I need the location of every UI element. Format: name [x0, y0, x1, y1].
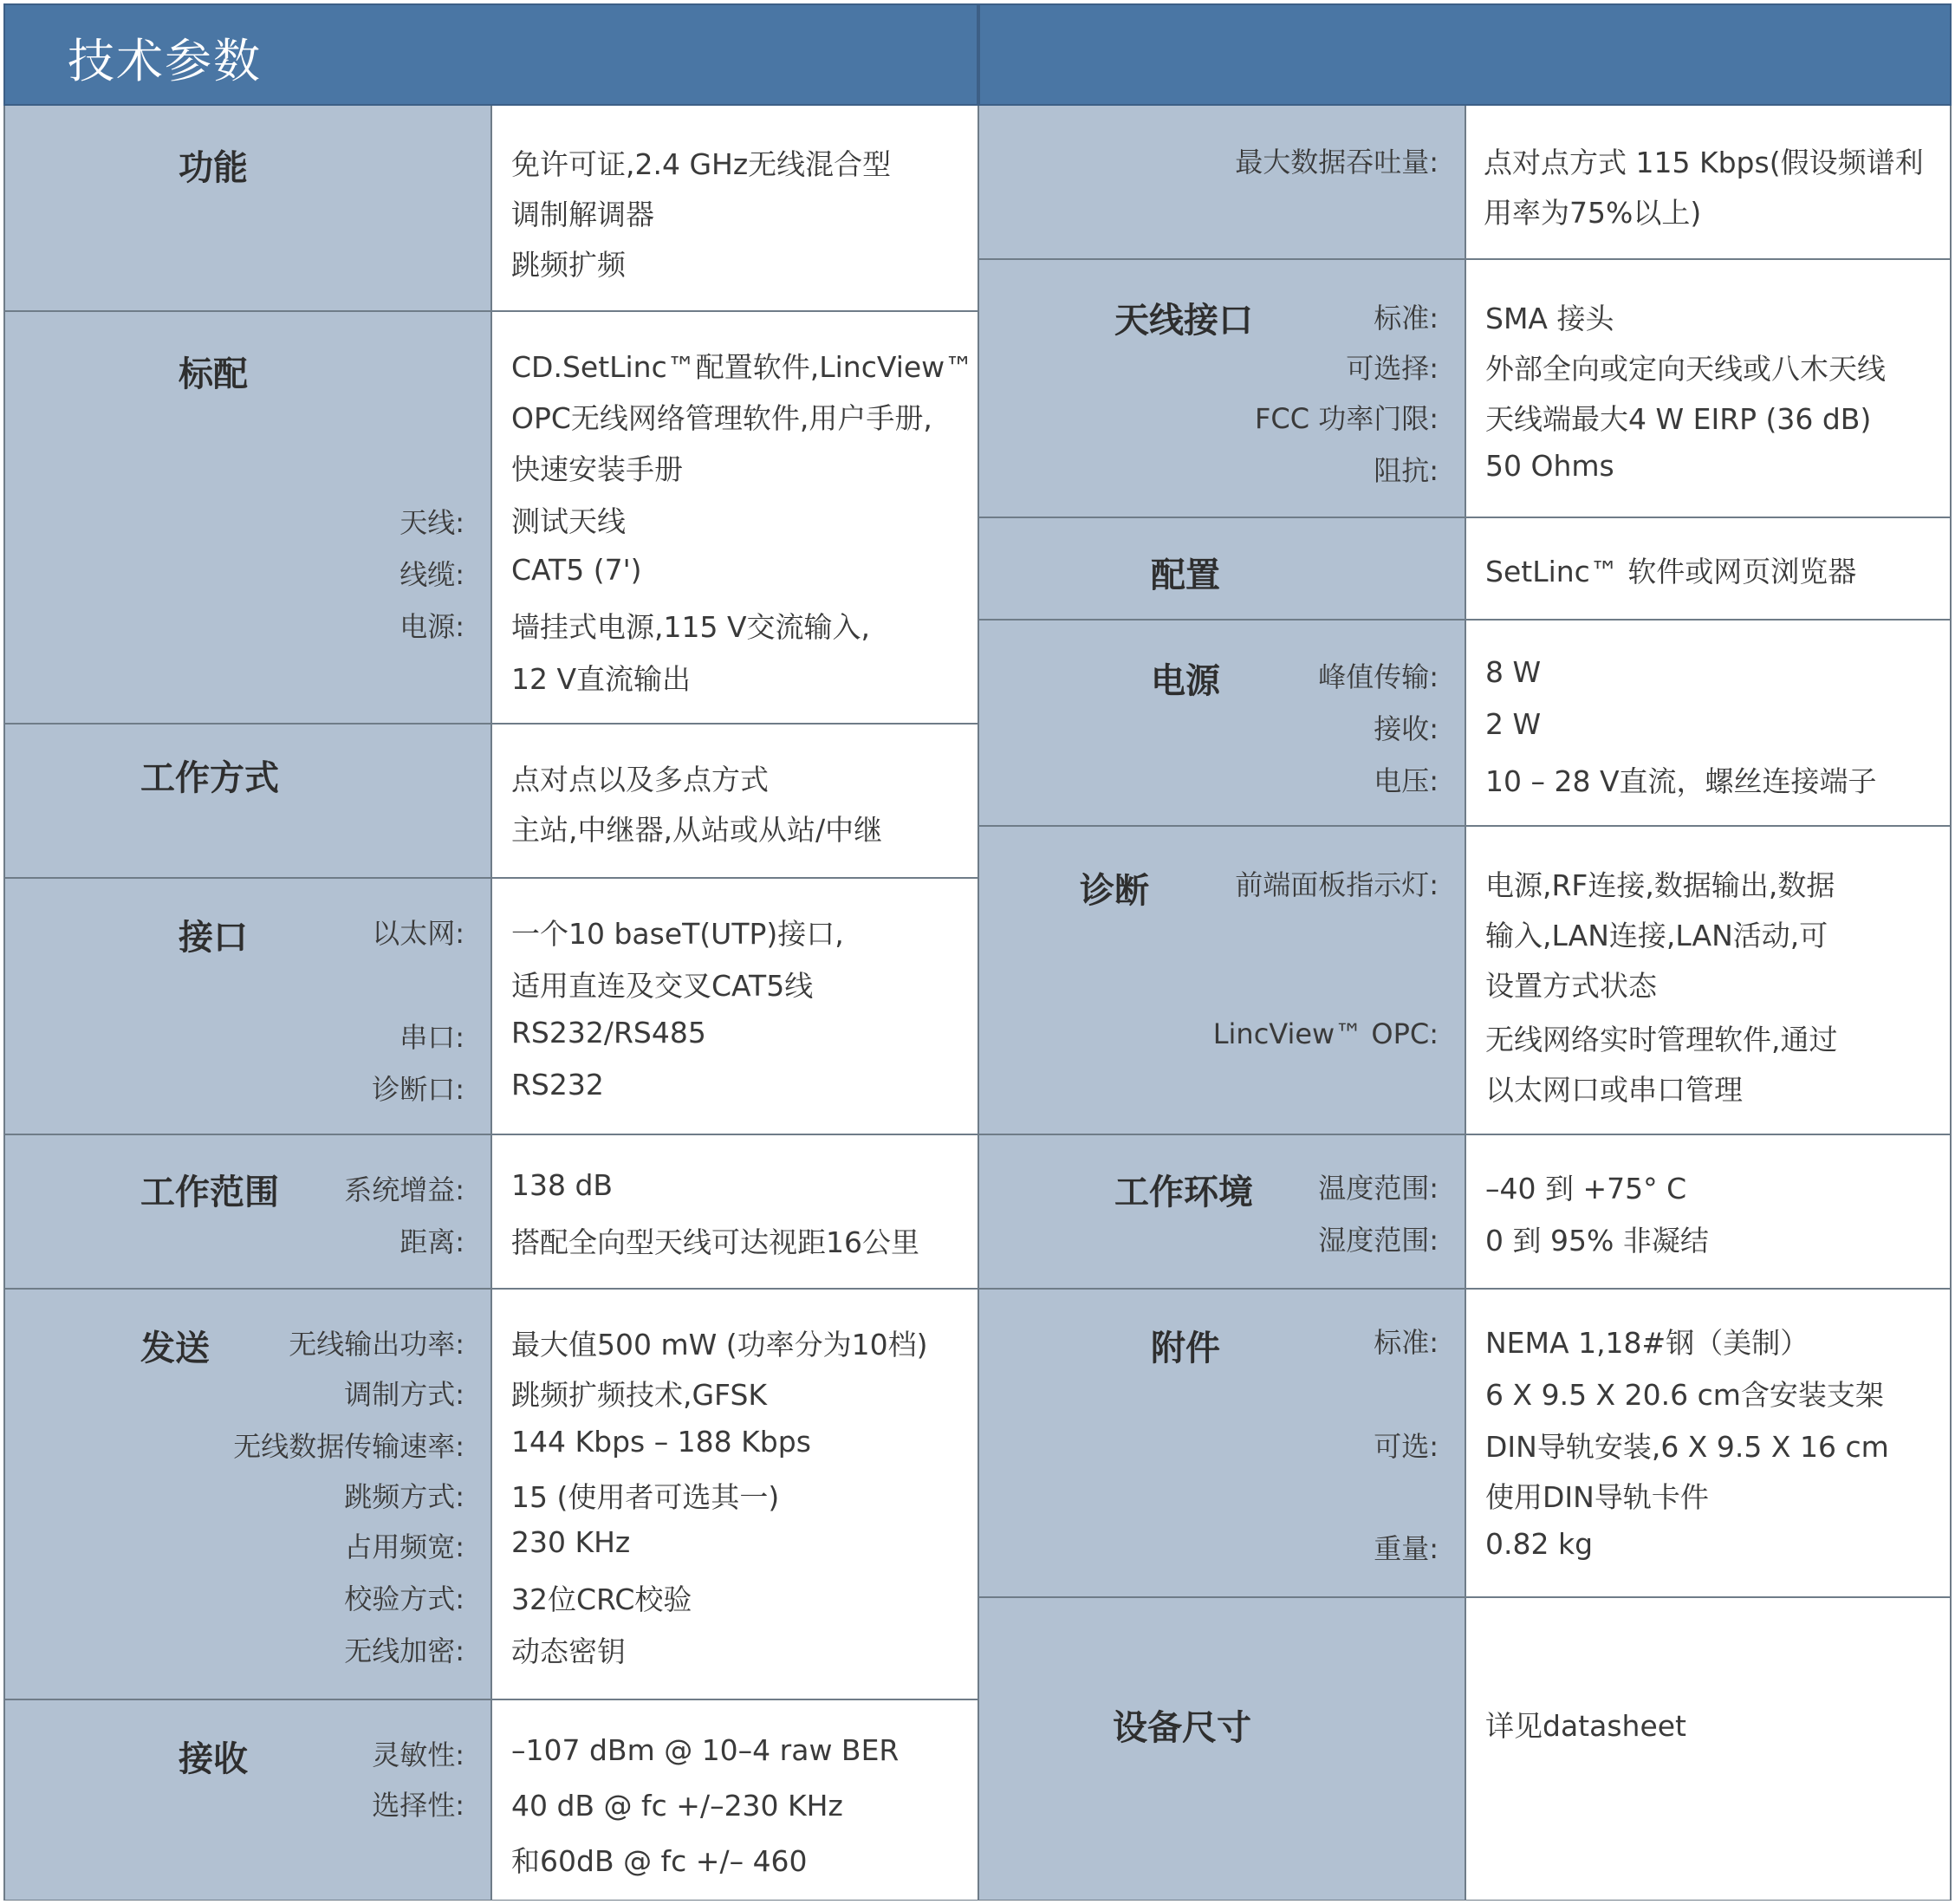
row-dimensions: [979, 1598, 1950, 1900]
value-tx: 动态密钥: [511, 1634, 626, 1668]
section-title-diagnostics: 诊断: [1080, 871, 1149, 911]
sub-label-weight: 重量:: [1374, 1532, 1439, 1565]
row-value-cell: [492, 106, 978, 310]
value-ethernet: 适用直连及交叉CAT5线: [511, 969, 814, 1003]
row-value-cell: [1466, 1290, 1950, 1596]
row-environment: [979, 1135, 1950, 1290]
value-ethernet: 一个10 baseT(UTP)接口,: [511, 917, 844, 951]
sub-label-accessory-standard: 标准:: [1374, 1326, 1439, 1359]
row-value-cell: [492, 1700, 978, 1900]
row-label-cell: [5, 1135, 492, 1288]
sub-label-antenna: FCC 功率门限:: [1254, 402, 1439, 435]
row-value-cell: [492, 312, 978, 723]
row-label-cell: [5, 1290, 492, 1699]
row-label-cell: [979, 621, 1466, 825]
value-tx: 跳频扩频技术,GFSK: [511, 1378, 768, 1412]
value-front-panel: 电源,RF连接,数据输出,数据: [1485, 868, 1835, 902]
sub-label-temperature: 温度范围:: [1318, 1172, 1439, 1205]
sub-label-sensitivity: 灵敏性:: [372, 1738, 464, 1771]
value-power: 2 W: [1485, 707, 1542, 741]
value-diag-port: RS232: [511, 1068, 604, 1101]
sub-label-power: 峰值传输:: [1318, 660, 1439, 693]
value-accessory-optional: 使用DIN导轨卡件: [1485, 1480, 1709, 1514]
sub-label-distance: 距离:: [399, 1225, 464, 1258]
row-label-cell: [979, 106, 1466, 258]
row-value-cell: [1466, 827, 1950, 1134]
row-value-cell: [1466, 621, 1950, 825]
value-tx: 144 Kbps – 188 Kbps: [511, 1425, 811, 1459]
sub-label-antenna: 天线:: [399, 506, 464, 539]
value-antenna: 天线端最大4 W EIRP (36 dB): [1485, 402, 1872, 436]
section-title-standard: 标配: [179, 354, 248, 394]
value-tx: 最大值500 mW (功率分为10档): [511, 1328, 928, 1361]
value-antenna: SMA 接头: [1485, 302, 1614, 335]
right-spec-column: [978, 106, 1952, 1901]
row-label-cell: [979, 827, 1466, 1134]
value-line: OPC无线网络管理软件,用户手册,: [511, 401, 932, 435]
row-power: [979, 621, 1950, 827]
value-accessory-standard: 6 X 9.5 X 20.6 cm含安装支架: [1485, 1378, 1884, 1412]
row-label-cell: [5, 725, 492, 877]
row-diagnostics: [979, 827, 1950, 1135]
page-title: 技术参数: [68, 34, 262, 88]
section-title-function: 功能: [179, 148, 248, 188]
row-value-cell: [1466, 106, 1950, 258]
row-value-cell: [1466, 1135, 1950, 1288]
sub-label-antenna: 阻抗:: [1374, 454, 1439, 487]
sub-label-serial: 串口:: [399, 1021, 464, 1054]
row-function: [5, 106, 978, 312]
sub-label-power: 接收:: [1374, 712, 1439, 745]
row-accessories: [979, 1290, 1950, 1598]
value-power: 12 V直流输出: [511, 662, 692, 696]
sub-label-system-gain: 系统增益:: [344, 1173, 464, 1206]
value-antenna: 测试天线: [511, 504, 626, 538]
sub-label-tx: 无线数据传输速率:: [233, 1430, 464, 1463]
value-system-gain: 138 dB: [511, 1168, 614, 1202]
row-label-cell: [979, 1135, 1466, 1288]
section-title-interface: 接口: [179, 918, 248, 958]
row-value-cell: [1466, 1598, 1950, 1900]
sub-label-selectivity: 选择性:: [372, 1789, 464, 1822]
row-interface: [5, 879, 978, 1135]
sub-label-accessory-optional: 可选:: [1374, 1430, 1439, 1463]
sub-label-antenna: 标准:: [1374, 302, 1439, 335]
value-line: 跳频扩频: [511, 248, 626, 282]
row-antenna-port: [979, 260, 1950, 518]
section-title-work-mode: 工作方式: [140, 758, 279, 798]
sub-label-tx: 占用频宽:: [344, 1530, 464, 1563]
value-power: 墙挂式电源,115 V交流输入,: [511, 610, 871, 644]
value-tx: 230 KHz: [511, 1525, 631, 1559]
left-spec-column: [3, 106, 979, 1901]
row-label-cell: [979, 1290, 1466, 1596]
sub-label-antenna: 可选择:: [1346, 352, 1439, 385]
row-receive: [5, 1700, 978, 1900]
section-title-accessories: 附件: [1151, 1329, 1220, 1368]
value-line: 用率为75%以上): [1484, 196, 1702, 230]
sub-label-ethernet: 以太网:: [372, 917, 464, 950]
sub-label-tx: 无线输出功率:: [289, 1328, 464, 1361]
row-throughput: [979, 106, 1950, 260]
row-label-cell: [979, 260, 1466, 517]
section-title-environment: 工作环境: [1114, 1173, 1253, 1212]
value-temperature: –40 到 +75° C: [1485, 1172, 1687, 1205]
value-line: 调制解调器: [511, 198, 654, 231]
value-selectivity: 40 dB @ fc +/–230 KHz: [511, 1789, 843, 1823]
value-line: 点对点以及多点方式: [511, 763, 769, 796]
row-label-cell: [979, 1598, 1466, 1900]
header-bar-left: [3, 3, 978, 106]
value-lincview: 无线网络实时管理软件,通过: [1485, 1023, 1838, 1056]
value-humidity: 0 到 95% 非凝结: [1485, 1224, 1709, 1257]
section-title-receive: 接收: [179, 1739, 248, 1779]
row-value-cell: [1466, 518, 1950, 619]
value-weight: 0.82 kg: [1485, 1527, 1594, 1561]
value-front-panel: 设置方式状态: [1485, 969, 1657, 1003]
value-tx: 32位CRC校验: [511, 1582, 692, 1616]
row-value-cell: [492, 1135, 978, 1288]
value-sensitivity: –107 dBm @ 10–4 raw BER: [511, 1733, 900, 1767]
value-config: SetLinc™ 软件或网页浏览器: [1485, 555, 1857, 588]
value-antenna: 50 Ohms: [1485, 449, 1614, 483]
row-range: [5, 1135, 978, 1290]
row-label-cell: [979, 518, 1466, 619]
row-value-cell: [492, 879, 978, 1134]
value-accessory-optional: DIN导轨安装,6 X 9.5 X 16 cm: [1485, 1430, 1889, 1464]
value-line: 快速安装手册: [511, 452, 683, 486]
row-label-cell: [5, 106, 492, 310]
value-cable: CAT5 (7'): [511, 553, 642, 587]
value-dimensions: 详见datasheet: [1485, 1709, 1686, 1743]
header-bar-right: [978, 3, 1952, 106]
sub-label-power: 电源:: [399, 610, 464, 643]
row-value-cell: [1466, 260, 1950, 517]
section-title-transmit: 发送: [140, 1329, 210, 1368]
sub-label-tx: 调制方式:: [344, 1378, 464, 1411]
value-line: 主站,中继器,从站或从站/中继: [511, 813, 883, 847]
sub-label-tx: 校验方式:: [344, 1582, 464, 1615]
section-title-dimensions: 设备尺寸: [1113, 1708, 1251, 1748]
value-line: 点对点方式 115 Kbps(假设频谱利: [1484, 146, 1924, 179]
section-title-config: 配置: [1151, 556, 1220, 595]
value-front-panel: 输入,LAN连接,LAN活动,可: [1485, 919, 1828, 952]
sub-label-throughput: 最大数据吞吐量:: [1235, 146, 1439, 179]
row-label-cell: [5, 879, 492, 1134]
row-value-cell: [492, 1290, 978, 1699]
sub-label-power: 电压:: [1374, 764, 1439, 797]
sub-label-lincview: LincView™ OPC:: [1212, 1017, 1439, 1050]
value-accessory-standard: NEMA 1,18#钢（美制）: [1485, 1326, 1809, 1360]
row-label-cell: [5, 1700, 492, 1900]
value-line: CD.SetLinc™配置软件,LincView™: [511, 350, 974, 384]
sub-label-front-panel: 前端面板指示灯:: [1235, 868, 1439, 901]
section-title-power: 电源: [1151, 661, 1220, 701]
row-config: [979, 518, 1950, 621]
value-power: 10 – 28 V直流，螺丝连接端子: [1485, 764, 1877, 798]
value-antenna: 外部全向或定向天线或八木天线: [1485, 352, 1886, 386]
sub-label-tx: 跳频方式:: [344, 1480, 464, 1513]
value-serial: RS232/RS485: [511, 1016, 706, 1049]
value-selectivity: 和60dB @ fc +/– 460: [511, 1844, 808, 1878]
row-work-mode: [5, 725, 978, 879]
value-tx: 15 (使用者可选其一): [511, 1480, 780, 1514]
value-line: 免许可证,2.4 GHz无线混合型: [511, 147, 892, 181]
row-standard: [5, 312, 978, 725]
sub-label-diag-port: 诊断口:: [372, 1073, 464, 1106]
row-value-cell: [492, 725, 978, 877]
section-title-antenna-port: 天线接口: [1114, 301, 1253, 341]
row-transmit: [5, 1290, 978, 1700]
value-lincview: 以太网口或串口管理: [1485, 1073, 1743, 1107]
value-distance: 搭配全向型天线可达视距16公里: [511, 1225, 919, 1259]
value-power: 8 W: [1485, 655, 1542, 689]
section-title-range: 工作范围: [140, 1173, 279, 1212]
sub-label-cable: 线缆:: [399, 558, 464, 591]
sub-label-tx: 无线加密:: [344, 1634, 464, 1667]
row-label-cell: [5, 312, 492, 723]
sub-label-humidity: 湿度范围:: [1318, 1224, 1439, 1257]
